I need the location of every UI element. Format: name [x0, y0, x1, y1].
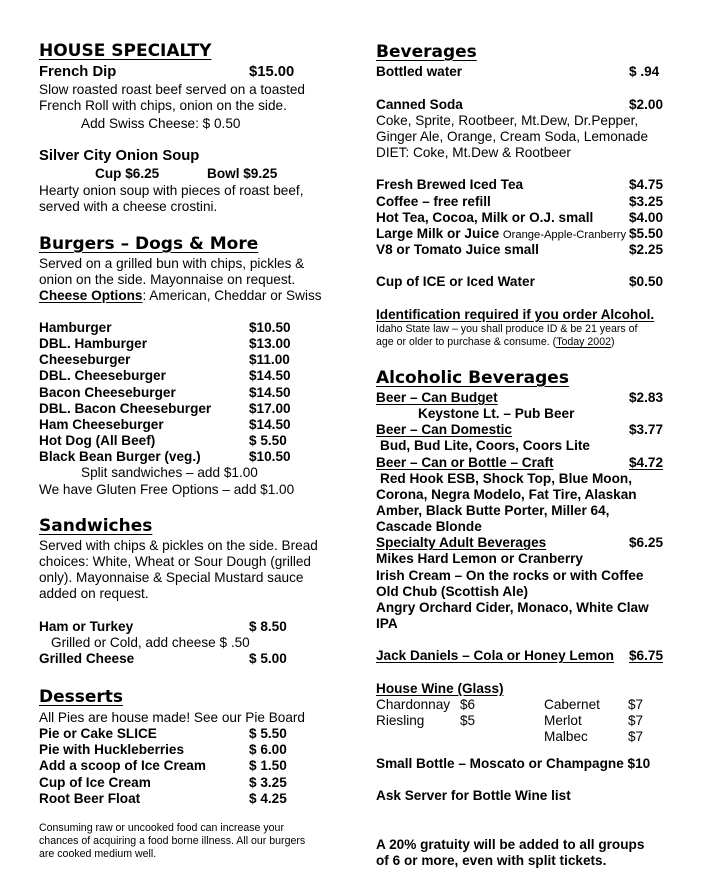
large-milk-row: [376, 226, 626, 243]
burger-item-price: $14.50: [249, 385, 291, 400]
canned-soda-name: Canned Soda: [376, 97, 463, 112]
keystone-line: Keystone Lt. – Pub Beer: [418, 406, 575, 421]
burger-item-name: Bacon Cheeseburger: [39, 385, 176, 400]
dessert-item-name: Add a scoop of Ice Cream: [39, 758, 206, 773]
split-sandwiches-note: Split sandwiches – add $1.00: [81, 465, 258, 480]
wine-price: $7: [628, 713, 644, 728]
burger-item-price: $14.50: [249, 417, 291, 432]
burgers-desc-2: onion on the side. Mayonnaise on request.: [39, 272, 296, 287]
beer-budget-name: Beer – Can Budget: [376, 390, 498, 405]
burger-item-price: $ 5.50: [249, 433, 287, 448]
dessert-item-name: Pie or Cake SLICE: [39, 726, 157, 741]
onion-soup-desc-2: served with a cheese crostini.: [39, 199, 218, 214]
id-law-2-text: age or older to purchase & consume. (: [376, 336, 557, 348]
french-dip-desc-2: French Roll with chips, onion on the side.: [39, 98, 287, 113]
raw-food-warning-1: Consuming raw or uncooked food can increase your: [39, 822, 284, 834]
beer-domestic-price: $3.77: [629, 422, 664, 437]
v8-price: $2.25: [629, 242, 664, 257]
craft-list-4: Cascade Blonde: [376, 519, 482, 534]
french-dip-name: French Dip: [39, 64, 117, 80]
jack-daniels-price: $6.75: [629, 648, 664, 663]
beverage-item-price: $4.75: [629, 177, 664, 192]
raw-food-warning-2: chances of acquiring a food borne illness. All our burgers: [39, 835, 306, 847]
ice-water-name: Cup of ICE or Iced Water: [376, 274, 535, 289]
burger-item-name: Hot Dog (All Beef): [39, 433, 156, 448]
sandwiches-desc-2: choices: White, Wheat or Sour Dough (grilled: [39, 554, 311, 569]
cheese-options-text: : American, Cheddar or Swiss: [142, 288, 322, 303]
cheese-options-label: Cheese Options: [39, 288, 143, 303]
domestic-list: Bud, Bud Lite, Coors, Coors Lite: [380, 438, 590, 453]
beer-domestic-name: Beer – Can Domestic: [376, 422, 512, 437]
specialty-list-3: Old Chub (Scottish Ale): [376, 584, 529, 599]
specialty-list-5: IPA: [376, 616, 398, 631]
id-law-close: ): [610, 336, 615, 348]
house-specialty-heading: HOUSE SPECIALTY: [39, 41, 212, 61]
v8-name: V8 or Tomato Juice small: [376, 242, 539, 257]
burger-item-price: $14.50: [249, 368, 291, 383]
burger-item-price: $10.50: [249, 320, 291, 335]
beverage-item-name: Hot Tea, Cocoa, Milk or O.J. small: [376, 210, 594, 225]
ham-turkey-name: Ham or Turkey: [39, 619, 134, 634]
bottled-water-price: $ .94: [629, 64, 660, 79]
onion-soup-cup: Cup $6.25: [95, 166, 160, 181]
specialty-name: Specialty Adult Beverages: [376, 535, 547, 550]
burger-item-name: Cheeseburger: [39, 352, 131, 367]
beer-craft-price: $4.72: [629, 455, 664, 470]
dessert-item-price: $ 5.50: [249, 726, 287, 741]
ham-turkey-note: Grilled or Cold, add cheese $ .50: [51, 635, 250, 650]
beverage-item-price: $3.25: [629, 194, 664, 209]
specialty-list-1: Mikes Hard Lemon or Cranberry: [376, 551, 583, 566]
wine-price: $5: [460, 713, 476, 728]
wine-price: $6: [460, 697, 476, 712]
beverage-item-name: Coffee – free refill: [376, 194, 491, 209]
burger-item-name: Black Bean Burger (veg.): [39, 449, 201, 464]
desserts-heading: Desserts: [39, 687, 124, 707]
dessert-item-name: Pie with Huckleberries: [39, 742, 185, 757]
swiss-cheese-addon: Add Swiss Cheese: $ 0.50: [81, 116, 241, 131]
burgers-desc-1: Served on a grilled bun with chips, pickles &: [39, 256, 305, 271]
alcoholic-beverages-heading: Alcoholic Beverages: [376, 368, 569, 388]
small-bottle-line: Small Bottle – Moscato or Champagne $10: [376, 756, 651, 771]
burger-item-price: $10.50: [249, 449, 291, 464]
dessert-item-price: $ 4.25: [249, 791, 287, 806]
id-law-2: [376, 336, 615, 349]
bottle-wine-list-note: Ask Server for Bottle Wine list: [376, 788, 571, 803]
wine-price: $7: [628, 729, 644, 744]
craft-list-2: Corona, Negra Modelo, Fat Tire, Alaskan: [376, 487, 637, 502]
soda-list-1: Coke, Sprite, Rootbeer, Mt.Dew, Dr.Pepper,: [376, 113, 639, 128]
gluten-free-note: We have Gluten Free Options – add $1.00: [39, 482, 295, 497]
french-dip-price: $15.00: [249, 64, 295, 80]
burger-item-name: DBL. Bacon Cheeseburger: [39, 401, 212, 416]
burger-item-name: DBL. Hamburger: [39, 336, 148, 351]
burger-item-name: Hamburger: [39, 320, 112, 335]
dessert-item-price: $ 3.25: [249, 775, 287, 790]
dessert-item-name: Cup of Ice Cream: [39, 775, 151, 790]
bottled-water-name: Bottled water: [376, 64, 463, 79]
gratuity-note-1: A 20% gratuity will be added to all groups: [376, 837, 645, 852]
specialty-list-4: Angry Orchard Cider, Monaco, White Claw: [376, 600, 649, 615]
sandwiches-desc-3: only). Mayonnaise & Special Mustard sauce: [39, 570, 304, 585]
raw-food-warning-3: are cooked medium well.: [39, 848, 157, 860]
onion-soup-bowl: Bowl $9.25: [207, 166, 278, 181]
specialty-list-2: Irish Cream – On the rocks or with Coffee: [376, 568, 644, 583]
ice-water-price: $0.50: [629, 274, 664, 289]
id-required-title: Identification required if you order Alcohol.: [376, 307, 655, 322]
onion-soup-name: Silver City Onion Soup: [39, 148, 200, 164]
house-wine-title: House Wine (Glass): [376, 681, 504, 696]
large-milk-name: Large Milk or Juice: [376, 226, 500, 241]
large-milk-price: $5.50: [629, 226, 664, 241]
gratuity-note-2: of 6 or more, even with split tickets.: [376, 853, 607, 868]
canned-soda-price: $2.00: [629, 97, 664, 112]
desserts-intro: All Pies are house made! See our Pie Board: [39, 710, 305, 725]
burger-item-price: $11.00: [249, 352, 290, 367]
craft-list-1: Red Hook ESB, Shock Top, Blue Moon,: [380, 471, 632, 486]
burger-item-name: DBL. Cheeseburger: [39, 368, 166, 383]
cheese-options: [39, 288, 322, 304]
craft-list-3: Amber, Black Butte Porter, Miller 64,: [376, 503, 610, 518]
dessert-item-price: $ 6.00: [249, 742, 287, 757]
soda-list-diet: DIET: Coke, Mt.Dew & Rootbeer: [376, 145, 571, 160]
burgers-heading: Burgers – Dogs & More: [39, 234, 259, 254]
wine-name: Malbec: [544, 729, 588, 744]
beverage-item-name: Fresh Brewed Iced Tea: [376, 177, 524, 192]
onion-soup-desc-1: Hearty onion soup with pieces of roast beef,: [39, 183, 304, 198]
specialty-price: $6.25: [629, 535, 664, 550]
ham-turkey-price: $ 8.50: [249, 619, 287, 634]
burger-item-price: $13.00: [249, 336, 291, 351]
beer-budget-price: $2.83: [629, 390, 664, 405]
grilled-cheese-price: $ 5.00: [249, 651, 287, 666]
wine-name: Merlot: [544, 713, 582, 728]
wine-name: Cabernet: [544, 697, 600, 712]
id-law-today: Today 2002: [556, 336, 611, 348]
sandwiches-desc-1: Served with chips & pickles on the side. Bread: [39, 538, 318, 553]
beverage-item-price: $4.00: [629, 210, 664, 225]
sandwiches-desc-4: added on request.: [39, 586, 149, 601]
dessert-item-name: Root Beer Float: [39, 791, 141, 806]
id-law-1: Idaho State law – you shall produce ID & be 21 years of: [376, 323, 638, 335]
wine-name: Riesling: [376, 713, 425, 728]
dessert-item-price: $ 1.50: [249, 758, 287, 773]
beer-craft-name: Beer – Can or Bottle – Craft: [376, 455, 554, 470]
jack-daniels-name: Jack Daniels – Cola or Honey Lemon: [376, 648, 614, 663]
french-dip-desc-1: Slow roasted roast beef served on a toasted: [39, 82, 305, 97]
grilled-cheese-name: Grilled Cheese: [39, 651, 135, 666]
large-milk-flavors: Orange-Apple-Cranberry: [502, 229, 627, 241]
soda-list-2: Ginger Ale, Orange, Cream Soda, Lemonade: [376, 129, 649, 144]
burger-item-price: $17.00: [249, 401, 291, 416]
sandwiches-heading: Sandwiches: [39, 516, 153, 536]
beverages-heading: Beverages: [376, 42, 477, 62]
wine-price: $7: [628, 697, 644, 712]
burger-item-name: Ham Cheeseburger: [39, 417, 164, 432]
wine-name: Chardonnay: [376, 697, 451, 712]
